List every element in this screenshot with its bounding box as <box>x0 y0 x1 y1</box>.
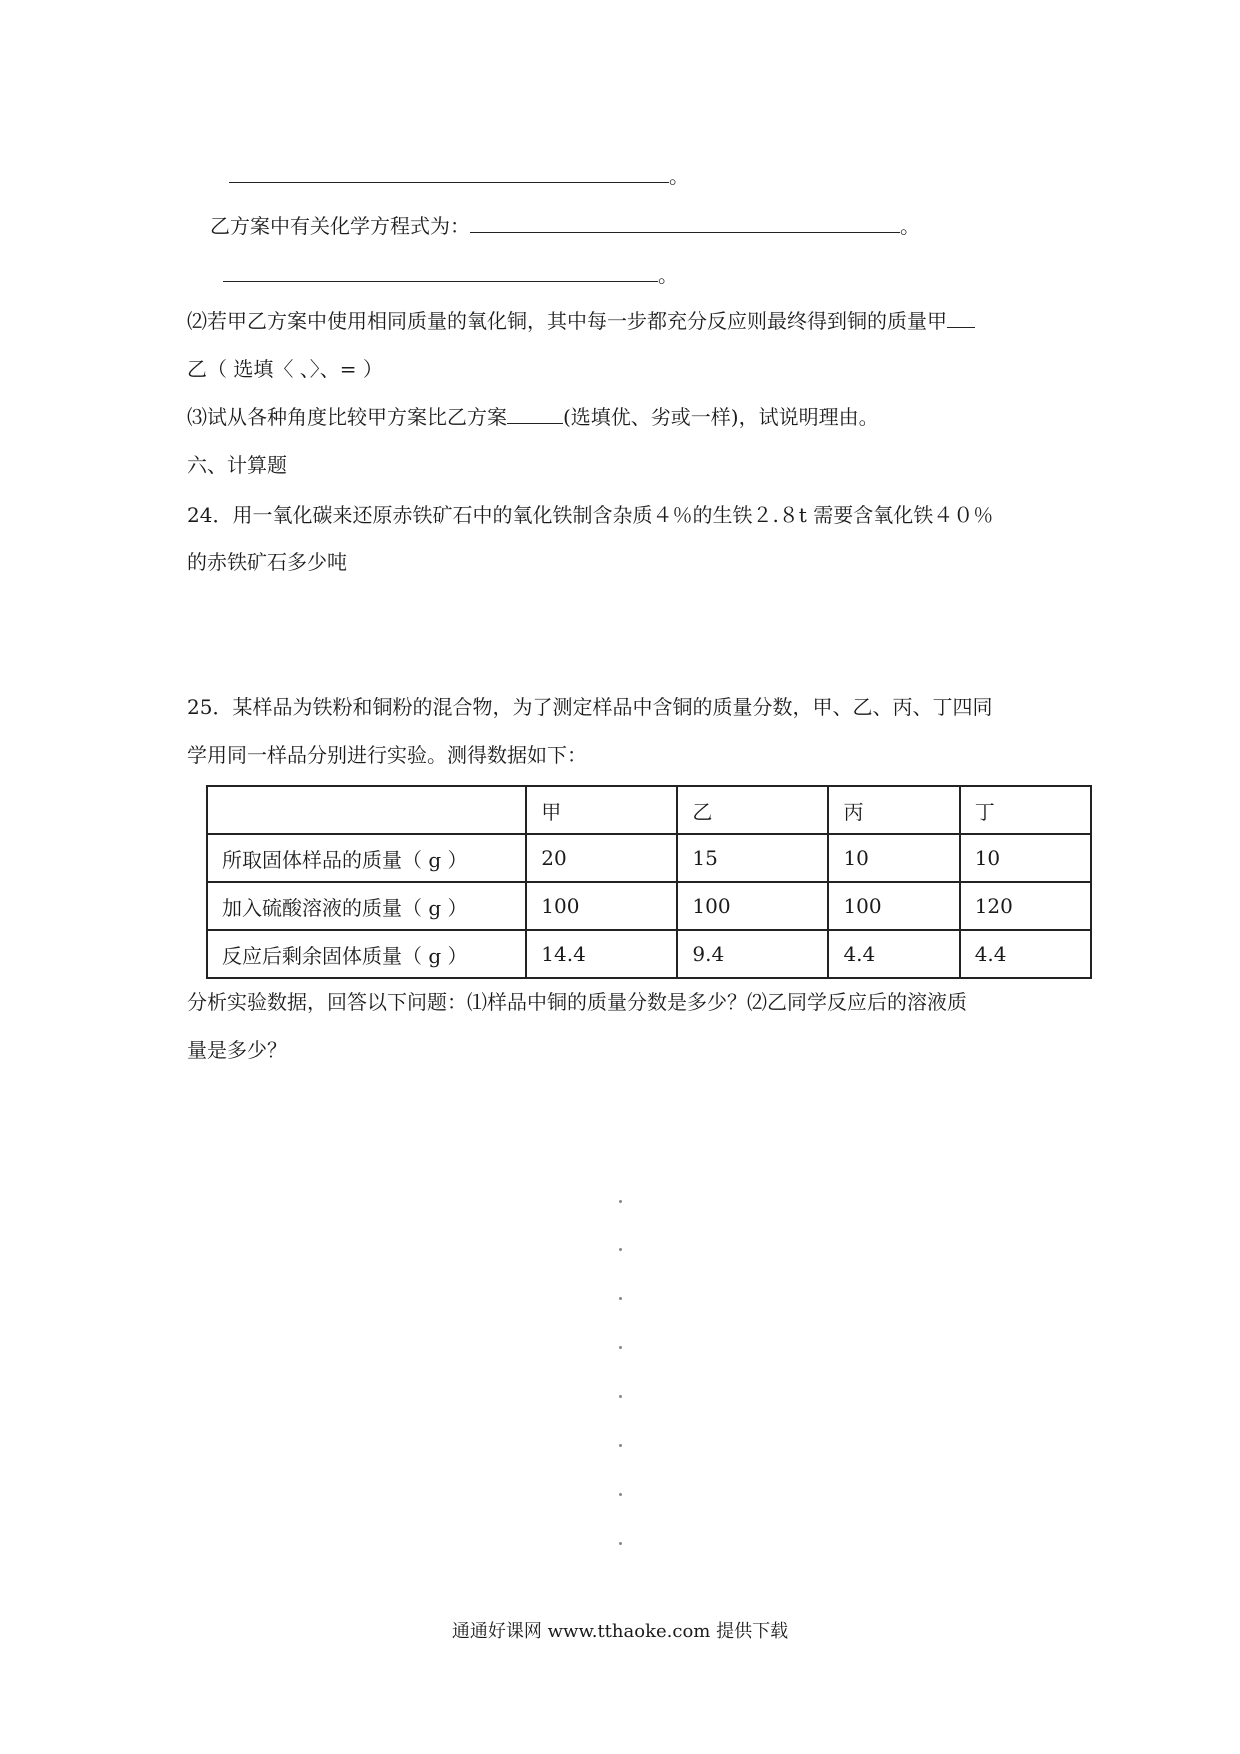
question-24-line-2: 的赤铁矿石多少吨 <box>187 550 347 574</box>
blank-line[interactable] <box>229 162 669 183</box>
dot-mark <box>619 1493 622 1496</box>
section-heading: 六、计算题 <box>187 453 287 477</box>
question-2-line-1: ⑵若甲乙方案中使用相同质量的氧化铜，其中每一步都充分反应则最终得到铜的质量甲 <box>187 307 975 335</box>
table-cell: 4.4 <box>828 930 959 978</box>
table-cell: 120 <box>960 882 1091 930</box>
row-label: 所取固体样品的质量（ g ） <box>207 834 526 882</box>
question-3: ⑶试从各种角度比较甲方案比乙方案 (选填优、劣或一样)，试说明理由。 <box>187 405 879 429</box>
blank-line[interactable] <box>223 261 658 282</box>
answer-line-3: 。 <box>223 261 678 289</box>
table-header-cell: 甲 <box>526 786 677 834</box>
analysis-line-1: 分析实验数据，回答以下问题：⑴样品中铜的质量分数是多少？⑵乙同学反应后的溶液质 <box>187 990 967 1014</box>
table-header-row <box>207 786 1091 834</box>
data-table <box>206 785 1092 979</box>
table-row <box>207 882 1091 930</box>
table-cell: 100 <box>828 882 959 930</box>
table-row <box>207 930 1091 978</box>
dot-mark <box>619 1297 622 1300</box>
dot-mark <box>619 1395 622 1398</box>
table-cell: 100 <box>526 882 677 930</box>
equation-prompt: 乙方案中有关化学方程式为： 。 <box>210 214 920 238</box>
table-header-cell: 乙 <box>677 786 828 834</box>
table-header-cell: 丁 <box>960 786 1091 834</box>
table-cell: 4.4 <box>960 930 1091 978</box>
page-footer: 通通好课网 www.tthaoke.com 提供下载 <box>451 1621 789 1642</box>
table-cell: 20 <box>526 834 677 882</box>
dot-mark <box>619 1542 622 1545</box>
question-25-line-2: 学用同一样品分别进行实验。测得数据如下： <box>187 743 587 767</box>
question-24-line-1: 24．用一氧化碳来还原赤铁矿石中的氧化铁制含杂质４％的生铁２.８t 需要含氧化铁４０％ <box>187 503 994 527</box>
row-label: 加入硫酸溶液的质量（ g ） <box>207 882 526 930</box>
row-label: 反应后剩余固体质量（ g ） <box>207 930 526 978</box>
answer-line-1: 。 <box>229 162 689 190</box>
table-header-cell: 丙 <box>828 786 959 834</box>
analysis-line-2: 量是多少？ <box>187 1038 287 1062</box>
blank-line[interactable] <box>470 212 900 233</box>
table-cell: 9.4 <box>677 930 828 978</box>
dot-mark <box>619 1444 622 1447</box>
table-row <box>207 834 1091 882</box>
table-cell: 14.4 <box>526 930 677 978</box>
table-cell: 10 <box>828 834 959 882</box>
dot-mark <box>619 1248 622 1251</box>
table-cell: 10 <box>960 834 1091 882</box>
blank-line[interactable] <box>507 403 563 424</box>
question-2-line-2: 乙（ 选填〈 、〉、= ） <box>187 357 383 381</box>
dot-mark <box>619 1346 622 1349</box>
question-25-line-1: 25．某样品为铁粉和铜粉的混合物，为了测定样品中含铜的质量分数，甲、乙、丙、丁四同 <box>187 695 993 719</box>
table-cell: 100 <box>677 882 828 930</box>
blank-line[interactable] <box>947 307 975 328</box>
table-cell: 15 <box>677 834 828 882</box>
table-cell <box>207 786 526 834</box>
dot-mark <box>619 1200 622 1203</box>
